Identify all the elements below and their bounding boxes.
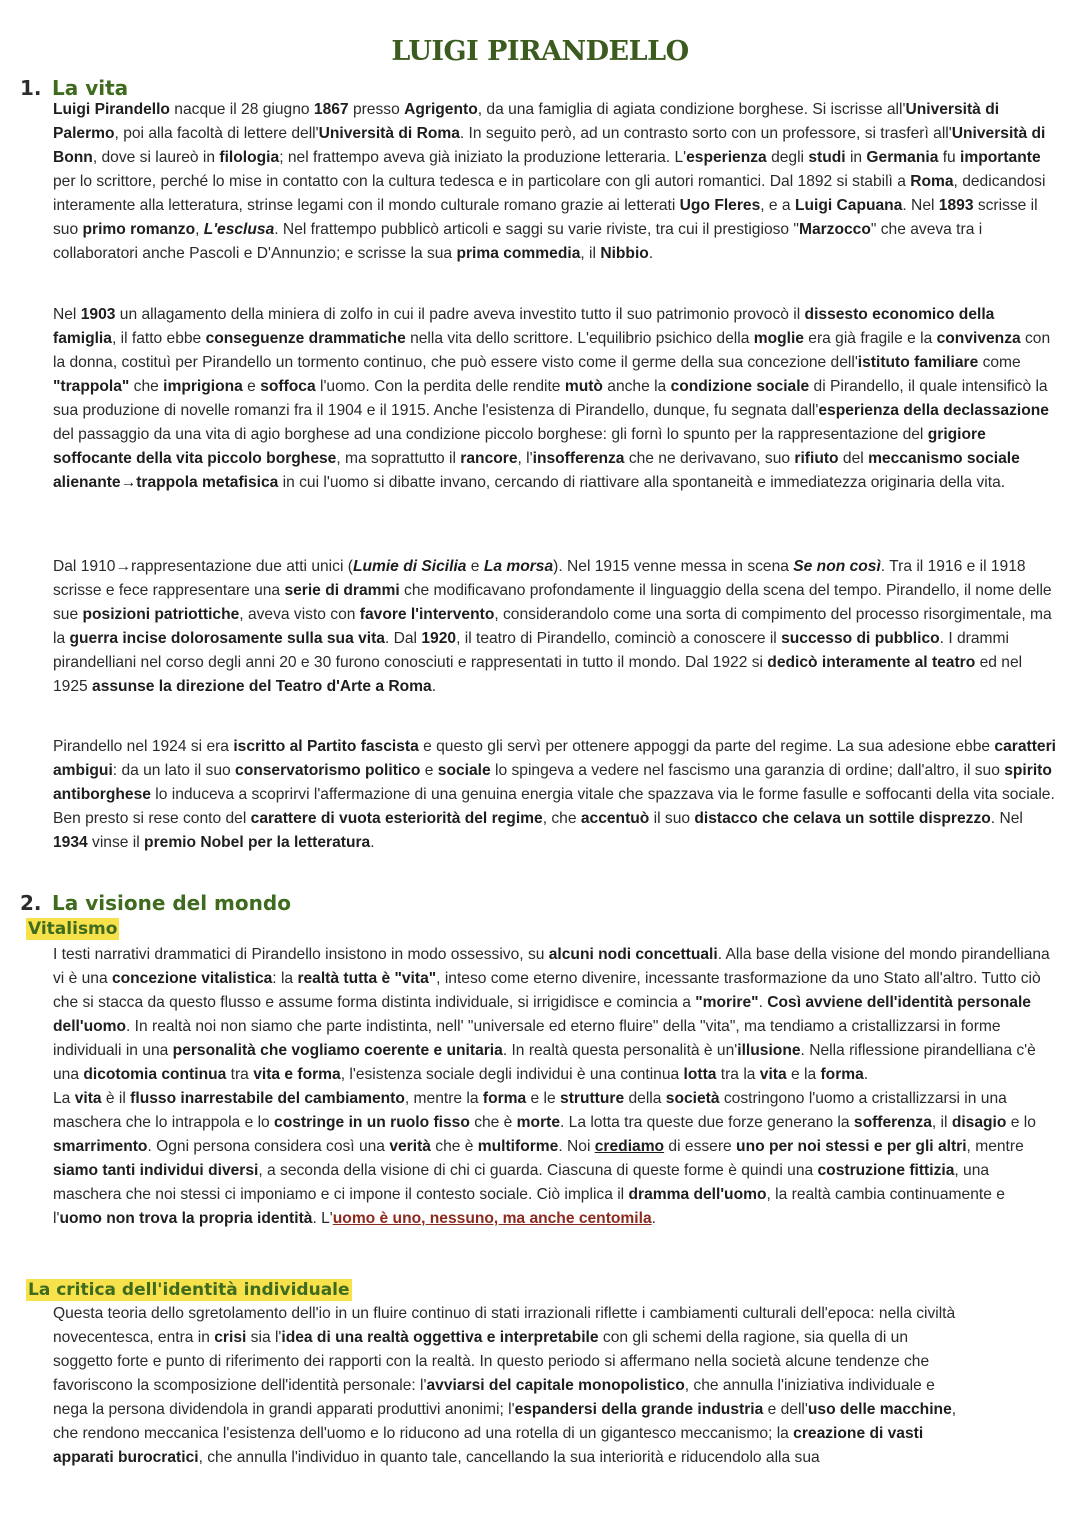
paragraph-biografia-1: Luigi Pirandello nacque il 28 giugno 1867 presso Agrigento, da una famiglia di agiata condizione borghese. Si iscrisse all'Università di Palermo, poi alla facoltà di lettere dell'Università di Roma. In seguito però, ad un contrasto sorto con un professore, si trasferì all'Università di Bonn, dove si laureò in filologia; nel frattempo aveva già iniziato la produzione letteraria. L'esperienza degli studi in Germania fu importante per lo scrittore, perché lo mise in contatto con la cultura tedesca e in particolare con gli autori romantici. Dal 1892 si stabilì a Roma, dedicandosi interamente alla letteratura, strinse legami con il mondo culturale romano grazie ai letterati Ugo Fleres, e a Luigi Capuana. Nel 1893 scrisse il suo primo romanzo, L'esclusa. Nel frattempo pubblicò articoli e saggi su varie riviste, tra cui il prestigioso "Marzocco" che aveva tra i collaboratori anche Pascoli e D'Annunzio; e scrisse la sua prima commedia, il Nibbio.: [53, 101, 1046, 262]
page-title: LUIGI PIRANDELLO: [391, 36, 689, 67]
paragraph-critica-identita: Questa teoria dello sgretolamento dell'io in un fluire continuo di stati irrazionali riflette i cambiamenti culturali dell'epoca: nella civiltà novecentesca, entra in crisi sia l'idea di una realtà oggettiva e interpretabile con gli schemi della ragione, sia quella di un soggetto forte e punto di riferimento dei rapporti con la realtà. In questo periodo si affermano nella società alcune tendenze che favoriscono la scomposizione dell'identità personale: l'avviarsi del capitale monopolistico, che annulla l'iniziativa individuale e nega la persona dividendola in grandi apparati produttivi anonimi; l'espandersi della grande industria e dell'uso delle macchine, che rendono meccanica l'esistenza dell'uomo e lo riducono ad una rotella di un gigantesco meccanismo; la creazione di vasti apparati burocratici, che annulla l'individuo in quanto tale, cancellando la sua interiorità e riducendolo alla sua: [53, 1305, 957, 1466]
paragraph-biografia-3: Dal 1910→rappresentazione due atti unici (Lumie di Sicilia e La morsa). Nel 1915 venne messa in scena Se non così. Tra il 1916 e il 1918 scrisse e fece rappresentare una serie di drammi che modificavano profondamente il linguaggio della scena del tempo. Pirandello, il nome delle sue posizioni patriottiche, aveva visto con favore l'intervento, considerandolo come una sorta di compimento del processo risorgimentale, ma la guerra incise dolorosamente sulla sua vita. Dal 1920, il teatro di Pirandello, cominciò a conoscere il successo di pubblico. I drammi pirandelliani nel corso degli anni 20 e 30 furono conosciuti e rappresentati in tutto il mondo. Dal 1922 si dedicò interamente al teatro ed nel 1925 assunse la direzione del Teatro d'Arte a Roma.: [53, 558, 1052, 695]
section-number: 1.: [20, 76, 42, 100]
section-title: La vita: [52, 76, 129, 100]
subheading-critica-identita: La critica dell'identità individuale: [28, 1280, 350, 1300]
section-title: La visione del mondo: [52, 891, 291, 915]
paragraph-biografia-4: Pirandello nel 1924 si era iscritto al Partito fascista e questo gli servì per ottenere appoggi da parte del regime. La sua adesione ebbe caratteri ambigui: da un lato il suo conservatorismo politico e sociale lo spingeva a vedere nel fascismo una garanzia di ordine; dall'altro, il suo spirito antiborghese lo induceva a scoprirvi l'affermazione di una genuina energia vitale che spazzava via le forme fasulle e soffocanti della vita sociale. Ben presto si rese conto del carattere di vuota esteriorità del regime, che accentuò il suo distacco che celava un sottile disprezzo. Nel 1934 vinse il premio Nobel per la letteratura.: [53, 738, 1056, 851]
section-heading-visione-del-mondo: [20, 891, 291, 915]
section-heading-la-vita: [20, 76, 128, 100]
section-number: 2.: [20, 891, 42, 915]
paragraph-biografia-2: Nel 1903 un allagamento della miniera di zolfo in cui il padre aveva investito tutto il suo patrimonio provocò il dissesto economico della famiglia, il fatto ebbe conseguenze drammatiche nella vita dello scrittore. L'equilibrio psichico della moglie era già fragile e la convivenza con la donna, costituì per Pirandello un tormento continuo, che può essere visto come il germe della sua concezione dell'istituto familiare come "trappola" che imprigiona e soffoca l'uomo. Con la perdita delle rendite mutò anche la condizione sociale di Pirandello, il quale intensificò la sua produzione di novelle romanzi fra il 1904 e il 1915. Anche l'esistenza di Pirandello, dunque, fu segnata dall'esperienza della declassazione del passaggio da una vita di agio borghese ad una condizione piccolo borghese: gli fornì lo spunto per la rappresentazione del grigiore soffocante della vita piccolo borghese, ma soprattutto il rancore, l'insofferenza che ne derivavano, suo rifiuto del meccanismo sociale alienante→trappola metafisica in cui l'uomo si dibatte invano, cercando di riattivare alla spontaneità e immediatezza originaria della vita.: [53, 306, 1051, 491]
subheading-vitalismo: Vitalismo: [28, 919, 118, 939]
quote-link[interactable]: uomo è uno, nessuno, ma anche centomila: [332, 1210, 652, 1227]
paragraph-vitalismo: I testi narrativi drammatici di Pirandello insistono in modo ossessivo, su alcuni nodi concettuali. Alla base della visione del mondo pirandelliana vi è una concezione vitalistica: la realtà tutta è "vita", inteso come eterno divenire, incessante trasformazione da uno Stato all'altro. Tutto ciò che si stacca da questo flusso e assume forma distinta individuale, si irrigidisce e comincia a "morire". Così avviene dell'identità personale dell'uomo. In realtà noi non siamo che parte indistinta, nell' "universale ed eterno fluire" della "vita", ma tendiamo a cristallizzarsi in forme individuali in una personalità che vogliamo coerente e unitaria. In realtà questa personalità è un'illusione. Nella riflessione pirandelliana c'è una dicotomia continua tra vita e forma, l'esistenza sociale degli individui è una continua lotta tra la vita e la forma. La vita è il flusso inarrestabile del cambiamento, mentre la forma e le strutture della società costringono l'uomo a cristallizzarsi in una maschera che lo intrappola e lo costringe in un ruolo fisso che è morte. La lotta tra queste due forze generano la sofferenza, il disagio e lo smarrimento. Ogni persona considera così una verità che è multiforme. Noi crediamo di essere uno per noi stessi e per gli altri, mentre siamo tanti individui diversi, a seconda della visione di chi ci guarda. Ciascuna di queste forme è quindi una costruzione fittizia, una maschera che noi stessi ci imponiamo e ci impone il contesto sociale. Ciò implica il dramma dell'uomo, la realtà cambia continuamente e l'uomo non trova la propria identità. L'uomo è uno, nessuno, ma anche centomila.: [53, 946, 1050, 1227]
